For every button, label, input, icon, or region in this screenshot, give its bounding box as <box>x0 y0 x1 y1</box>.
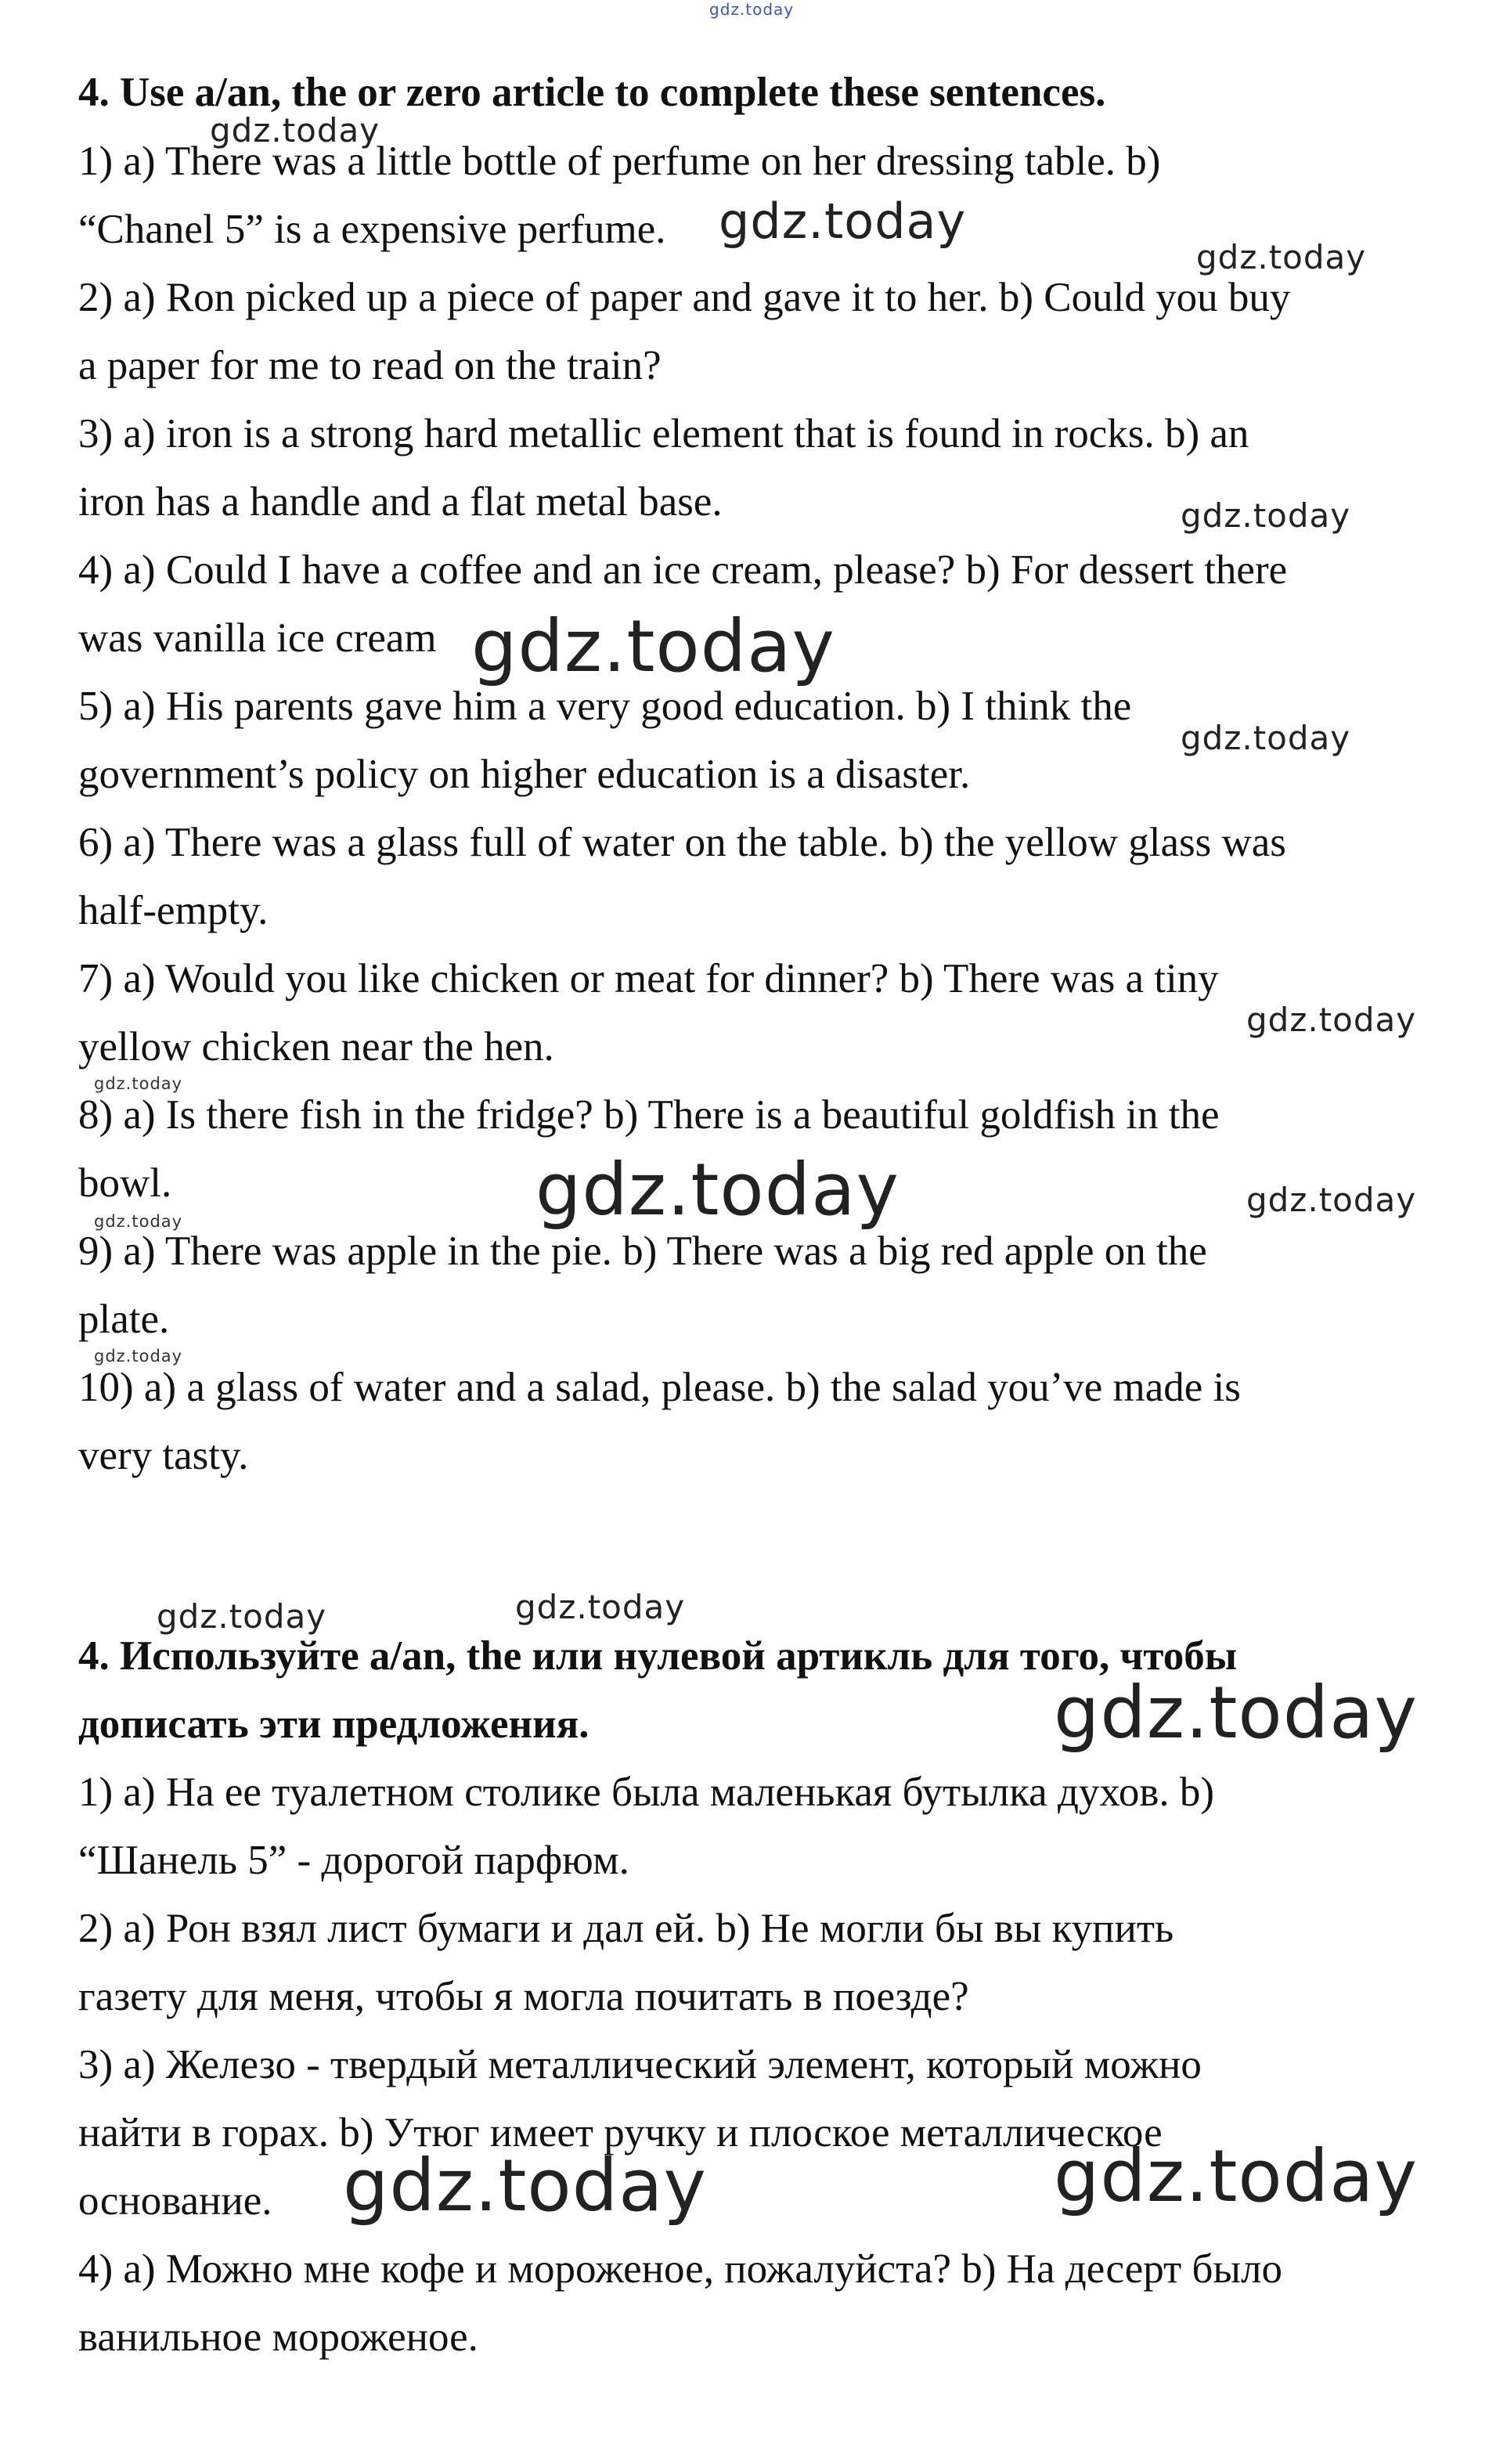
russian-line-9: ванильное мороженое. <box>78 2314 478 2360</box>
english-line-11: 6) a) There was a glass full of water on the table. b) the yellow glass was <box>78 820 1286 865</box>
watermark: gdz.today <box>535 1148 900 1232</box>
watermark: gdz.today <box>210 111 380 150</box>
russian-task-title-line-2: дописать эти предложения. <box>78 1701 589 1747</box>
russian-line-1: 1) а) На ее туалетном столике была маленькая бутылка духов. b) <box>78 1770 1215 1815</box>
watermark: gdz.today <box>1246 1181 1417 1219</box>
watermark: gdz.today <box>94 1212 183 1231</box>
watermark: gdz.today <box>94 1347 183 1365</box>
watermark: gdz.today <box>471 604 835 688</box>
russian-line-4: газету для меня, чтобы я могла почитать в поезде? <box>78 1974 969 2019</box>
english-line-12: half-empty. <box>78 888 269 933</box>
english-line-8: was vanilla ice cream <box>78 615 437 661</box>
russian-line-2: “Шанель 5” - дорогой парфюм. <box>78 1838 629 1883</box>
watermark: gdz.today <box>94 1074 183 1093</box>
russian-line-5: 3) а) Железо - твердый металлический элемент, который можно <box>78 2042 1202 2087</box>
russian-line-3: 2) а) Рон взял лист бумаги и дал ей. b) Не могли бы вы купить <box>78 1906 1174 1951</box>
english-line-15: 8) a) Is there fish in the fridge? b) There is a beautiful goldfish in the <box>78 1092 1220 1138</box>
russian-task-title-line-1: 4. Используйте a/an, the или нулевой артикль для того, чтобы <box>78 1633 1238 1679</box>
top-watermark: gdz.today <box>709 0 795 19</box>
english-line-13: 7) a) Would you like chicken or meat for dinner? b) There was a tiny <box>78 956 1219 1001</box>
watermark: gdz.today <box>157 1597 327 1636</box>
english-line-6: iron has a handle and a flat metal base. <box>78 479 723 525</box>
english-line-14: yellow chicken near the hen. <box>78 1024 554 1070</box>
russian-line-8: 4) а) Можно мне кофе и мороженое, пожалуйста? b) На десерт было <box>78 2246 1282 2292</box>
russian-line-7: основание. <box>78 2178 272 2224</box>
watermark: gdz.today <box>515 1588 686 1626</box>
english-line-7: 4) a) Could I have a coffee and an ice cream, please? b) For dessert there <box>78 547 1288 593</box>
watermark: gdz.today <box>1196 238 1367 276</box>
english-line-19: 10) a) a glass of water and a salad, please. b) the salad you’ve made is <box>78 1365 1241 1410</box>
english-line-10: government’s policy on higher education is a disaster. <box>78 752 971 797</box>
watermark: gdz.today <box>1054 2134 1418 2218</box>
english-line-4: a paper for me to read on the train? <box>78 343 662 388</box>
watermark: gdz.today <box>1181 496 1351 535</box>
english-line-1: 1) a) There was a little bottle of perfume on her dressing table. b) <box>78 139 1161 184</box>
english-line-9: 5) a) His parents gave him a very good education. b) I think the <box>78 684 1132 729</box>
english-line-20: very tasty. <box>78 1433 249 1478</box>
russian-line-6: найти в горах. b) Утюг имеет ручку и плоское металлическое <box>78 2110 1163 2156</box>
english-line-17: 9) a) There was apple in the pie. b) There was a big red apple on the <box>78 1228 1207 1274</box>
watermark: gdz.today <box>1054 1671 1418 1755</box>
english-line-2: “Chanel 5” is a expensive perfume. <box>78 207 666 252</box>
english-line-3: 2) a) Ron picked up a piece of paper and gave it to her. b) Could you buy <box>78 275 1291 320</box>
watermark: gdz.today <box>1246 1001 1417 1039</box>
watermark: gdz.today <box>719 193 967 250</box>
english-line-5: 3) a) iron is a strong hard metallic element that is found in rocks. b) an <box>78 411 1249 456</box>
english-line-18: plate. <box>78 1297 170 1342</box>
watermark: gdz.today <box>1181 719 1351 757</box>
english-task-title: 4. Use a/an, the or zero article to complete these sentences. <box>78 70 1106 115</box>
english-line-16: bowl. <box>78 1160 172 1206</box>
watermark: gdz.today <box>343 2144 707 2228</box>
